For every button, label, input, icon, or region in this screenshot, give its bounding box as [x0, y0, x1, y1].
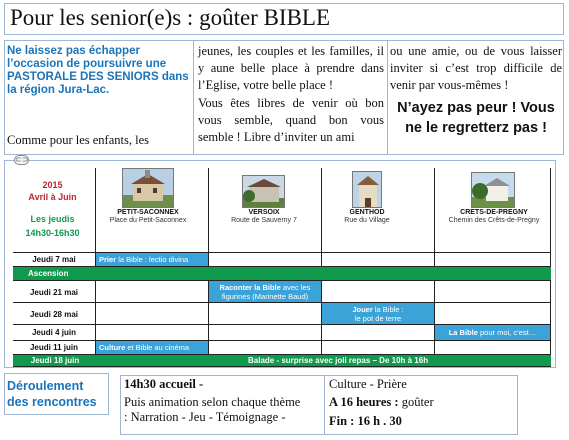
grid-line: [13, 340, 551, 341]
row-date: Jeudi 28 mai: [29, 310, 79, 319]
deroulement-label: Déroulement des rencontres: [7, 379, 97, 409]
program-gouter: A 16 heures : goûter: [329, 395, 434, 409]
program-culture: Culture - Prière: [329, 377, 407, 391]
row-date: Jeudi 21 mai: [29, 288, 79, 297]
location-address: Route de Sauverny 7: [231, 217, 297, 224]
column-divider: [387, 40, 388, 155]
period-months: Avril à Juin: [28, 192, 77, 202]
photo-versoix: [242, 175, 285, 208]
row-date: Jeudi 4 juin: [31, 328, 76, 337]
column-divider: [193, 40, 194, 155]
period-year: 2015: [42, 180, 63, 190]
grid-line: [13, 302, 551, 303]
link-icon: ⊂⊃: [15, 155, 29, 164]
photo-petit-saconnex: [122, 168, 174, 208]
event-balade: Balade - surprise avec joli repas – De 10h à 16h: [248, 356, 429, 365]
row-date: Jeudi 18 juin: [30, 356, 80, 365]
page-title: Pour les senior(e)s : goûter BIBLE: [10, 5, 331, 30]
location-name: CRETS-DE-PREGNY: [460, 209, 528, 216]
photo-crets-de-pregny: [471, 172, 515, 208]
location-name: GENTHOD: [349, 209, 385, 216]
intro-col2-p1: jeunes, les couples et les familles, il y aune belle place à prendre dans l’Eglise, votre belle place !: [198, 44, 384, 92]
event-bible-pour-moi: La Bible pour moi, c’est…: [435, 325, 550, 340]
row-date: Jeudi 7 mai: [32, 255, 76, 264]
location-address: Chemin des Crêts-de-Pregny: [448, 217, 540, 224]
intro-lead: Ne laissez pas échapper l’occasion de poursuivre une PASTORALE DES SENIORS dans la région Jura-Lac.: [7, 45, 189, 96]
event-culture: Culture et Bible au cinéma: [96, 341, 208, 354]
event-jouer: Jouer la Bible : le pot de terre: [322, 303, 434, 324]
ascension-row: [13, 267, 551, 280]
row-date: Ascension: [28, 269, 69, 278]
intro-col2-p2: Vous êtes libres de venir où bon vous semble, quand bon vous semble ! Libre d’inviter un ami: [198, 96, 384, 144]
location-address: Place du Petit-Saconnex: [109, 217, 187, 224]
period-days: Les jeudis: [30, 214, 75, 224]
grid-line: [13, 252, 551, 253]
location-address: Rue du Village: [344, 217, 390, 224]
program-modes: : Narration - Jeu - Témoignage -: [124, 410, 286, 424]
event-prier: Prier la Bible : lectio divina: [96, 253, 208, 266]
period-hours: 14h30-16h30: [25, 228, 80, 238]
photo-genthod: [352, 171, 382, 208]
location-name: PETIT-SACONNEX: [117, 209, 179, 216]
column-divider: [324, 375, 325, 435]
intro-col3-p1: ou une amie, ou de vous laisser inviter si c’est trop difficile de venir par vous-mêmes !: [390, 44, 562, 92]
event-raconter: Raconter la Bible avec les figurines (Marinette Baud): [209, 281, 321, 302]
row-date: Jeudi 11 juin: [29, 343, 78, 352]
grid-line: [13, 366, 551, 367]
program-fin: Fin : 16 h . 30: [329, 414, 402, 428]
location-name: VERSOIX: [248, 209, 280, 216]
program-accueil: 14h30 accueil -: [124, 377, 204, 391]
intro-col1-text: Comme pour les enfants, les: [7, 133, 149, 147]
callout-text: N’ayez pas peur ! Vous ne le regretterz pas !: [397, 100, 555, 136]
program-animation: Puis animation selon chaque thème: [124, 395, 301, 409]
